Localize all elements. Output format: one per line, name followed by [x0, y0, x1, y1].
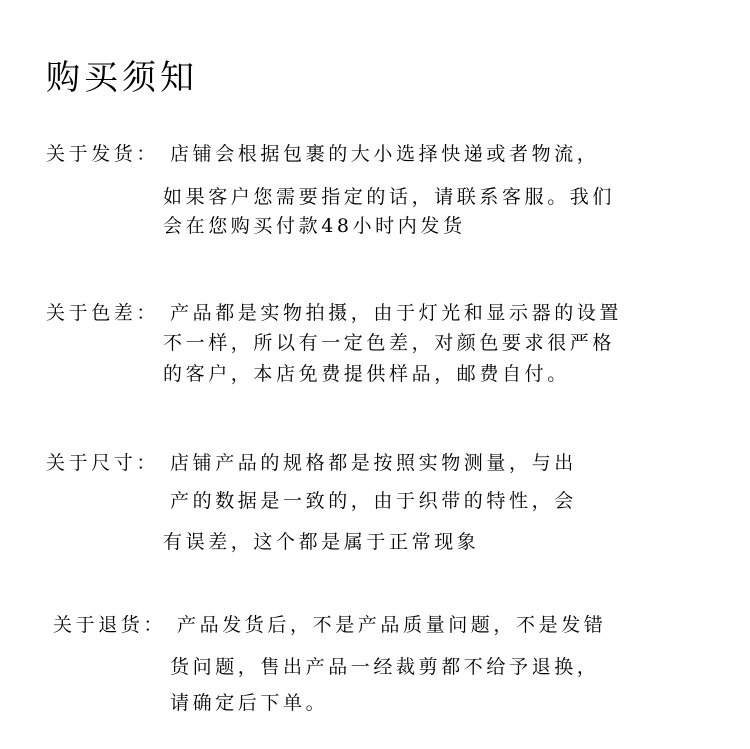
shipping-line-3: 会在您购买付款48小时内发货 [163, 215, 466, 237]
section-label-size: 关于尺寸： [46, 452, 160, 474]
page-title: 购买须知 [46, 58, 198, 98]
returns-line-1: 产品发货后，不是产品质量问题，不是发错 [177, 614, 607, 636]
color-difference-line-3: 的客户，本店免费提供样品，邮费自付。 [163, 363, 570, 385]
returns-line-3: 请确定后下单。 [170, 692, 329, 714]
size-line-1: 店铺产品的规格都是按照实物测量，与出 [170, 452, 577, 474]
color-difference-line-2: 不一样，所以有一定色差，对颜色要求很严格 [163, 332, 616, 354]
size-line-2: 产的数据是一致的，由于织带的特性，会 [170, 490, 577, 512]
color-difference-line-1: 产品都是实物拍摄，由于灯光和显示器的设置 [170, 302, 623, 324]
shipping-line-1: 店铺会根据包裹的大小选择快递或者物流， [170, 143, 600, 165]
shipping-line-2: 如果客户您需要指定的话，请联系客服。我们 [163, 186, 616, 208]
section-label-returns: 关于退货： [53, 614, 167, 636]
section-label-shipping: 关于发货： [46, 143, 160, 165]
returns-line-2: 货问题，售出产品一经裁剪都不给予退换， [170, 656, 600, 678]
section-label-color-difference: 关于色差： [46, 302, 160, 324]
size-line-3: 有误差，这个都是属于正常现象 [163, 531, 480, 553]
